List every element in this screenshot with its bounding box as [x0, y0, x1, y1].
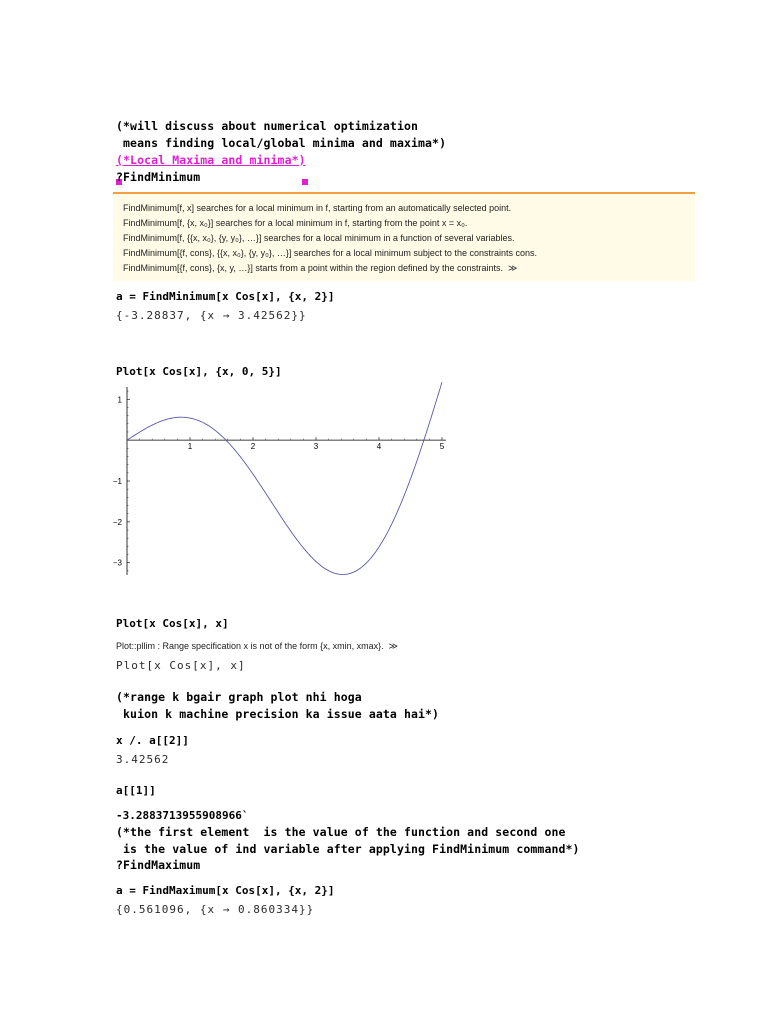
input-cell[interactable]: a = FindMaximum[x Cos[x], {x, 2}]	[116, 884, 335, 897]
output-cell: {-3.28837, {x → 3.42562}}	[116, 309, 307, 322]
usage-line: FindMinimum[{f, cons}, {x, y, …}] starts from a point within the region defined by the constraints. ≫	[123, 263, 518, 273]
comment-line: kuion k machine precision ka issue aata hai*)	[116, 707, 440, 721]
usage-info-box	[113, 192, 695, 281]
x-tick-label: 4	[376, 442, 382, 452]
input-cell[interactable]: Plot[x Cos[x], x]	[116, 617, 229, 630]
cell-marker-icon	[302, 179, 308, 185]
y-tick-label: −1	[112, 477, 122, 486]
function-plot	[100, 385, 460, 585]
usage-line: FindMinimum[f, {{x, x₀}, {y, y₀}, …}] searches for a local minimum in a function of several variables.	[123, 233, 515, 243]
input-cell[interactable]: Plot[x Cos[x], {x, 0, 5}]	[116, 365, 282, 378]
x-tick-label: 3	[313, 442, 319, 452]
error-message: Plot::pllim : Range specification x is not of the form {x, xmin, xmax}. ≫	[116, 641, 399, 651]
y-tick-label: −2	[112, 517, 122, 527]
input-cell[interactable]: ?FindMaximum	[116, 858, 201, 872]
x-tick-label: 2	[250, 442, 256, 452]
usage-line: FindMinimum[{f, cons}, {{x, x₀}, {y, y₀}, …}] searches for a local minimum subject to the constraints cons.	[123, 248, 537, 258]
y-tick-label: 1	[117, 395, 122, 405]
usage-line: FindMinimum[f, {x, x₀}] searches for a local minimum in f, starting from the point x = x₀.	[123, 218, 468, 228]
input-cell[interactable]: x /. a[[2]]	[116, 734, 189, 747]
input-cell[interactable]: a = FindMinimum[x Cos[x], {x, 2}]	[116, 290, 335, 303]
output-cell: 3.42562	[116, 753, 170, 766]
function-curve	[127, 382, 442, 574]
comment-line: (*range k bgair graph plot nhi hoga	[116, 690, 362, 704]
output-cell: {0.561096, {x → 0.860334}}	[116, 903, 315, 916]
usage-line: FindMinimum[f, x] searches for a local minimum in f, starting from an automatically selected point.	[123, 203, 512, 213]
comment-line: (*the first element is the value of the function and second one	[116, 825, 566, 839]
output-cell: Plot[x Cos[x], x]	[116, 659, 246, 672]
y-tick-label: −3	[112, 558, 122, 568]
hyperlink-comment[interactable]: (*Local Maxima and minima*)	[116, 153, 306, 167]
comment-line: (*will discuss about numerical optimization	[116, 119, 419, 133]
x-tick-label: 5	[439, 442, 445, 452]
comment-line: means finding local/global minima and maxima*)	[116, 136, 447, 150]
x-tick-label: 1	[187, 442, 193, 452]
comment-line: is the value of ind variable after applying FindMinimum command*)	[116, 842, 580, 856]
output-cell: -3.2883713955908966`	[116, 809, 249, 822]
input-cell[interactable]: a[[1]]	[116, 784, 156, 797]
input-cell[interactable]: ?FindMinimum	[116, 170, 201, 184]
